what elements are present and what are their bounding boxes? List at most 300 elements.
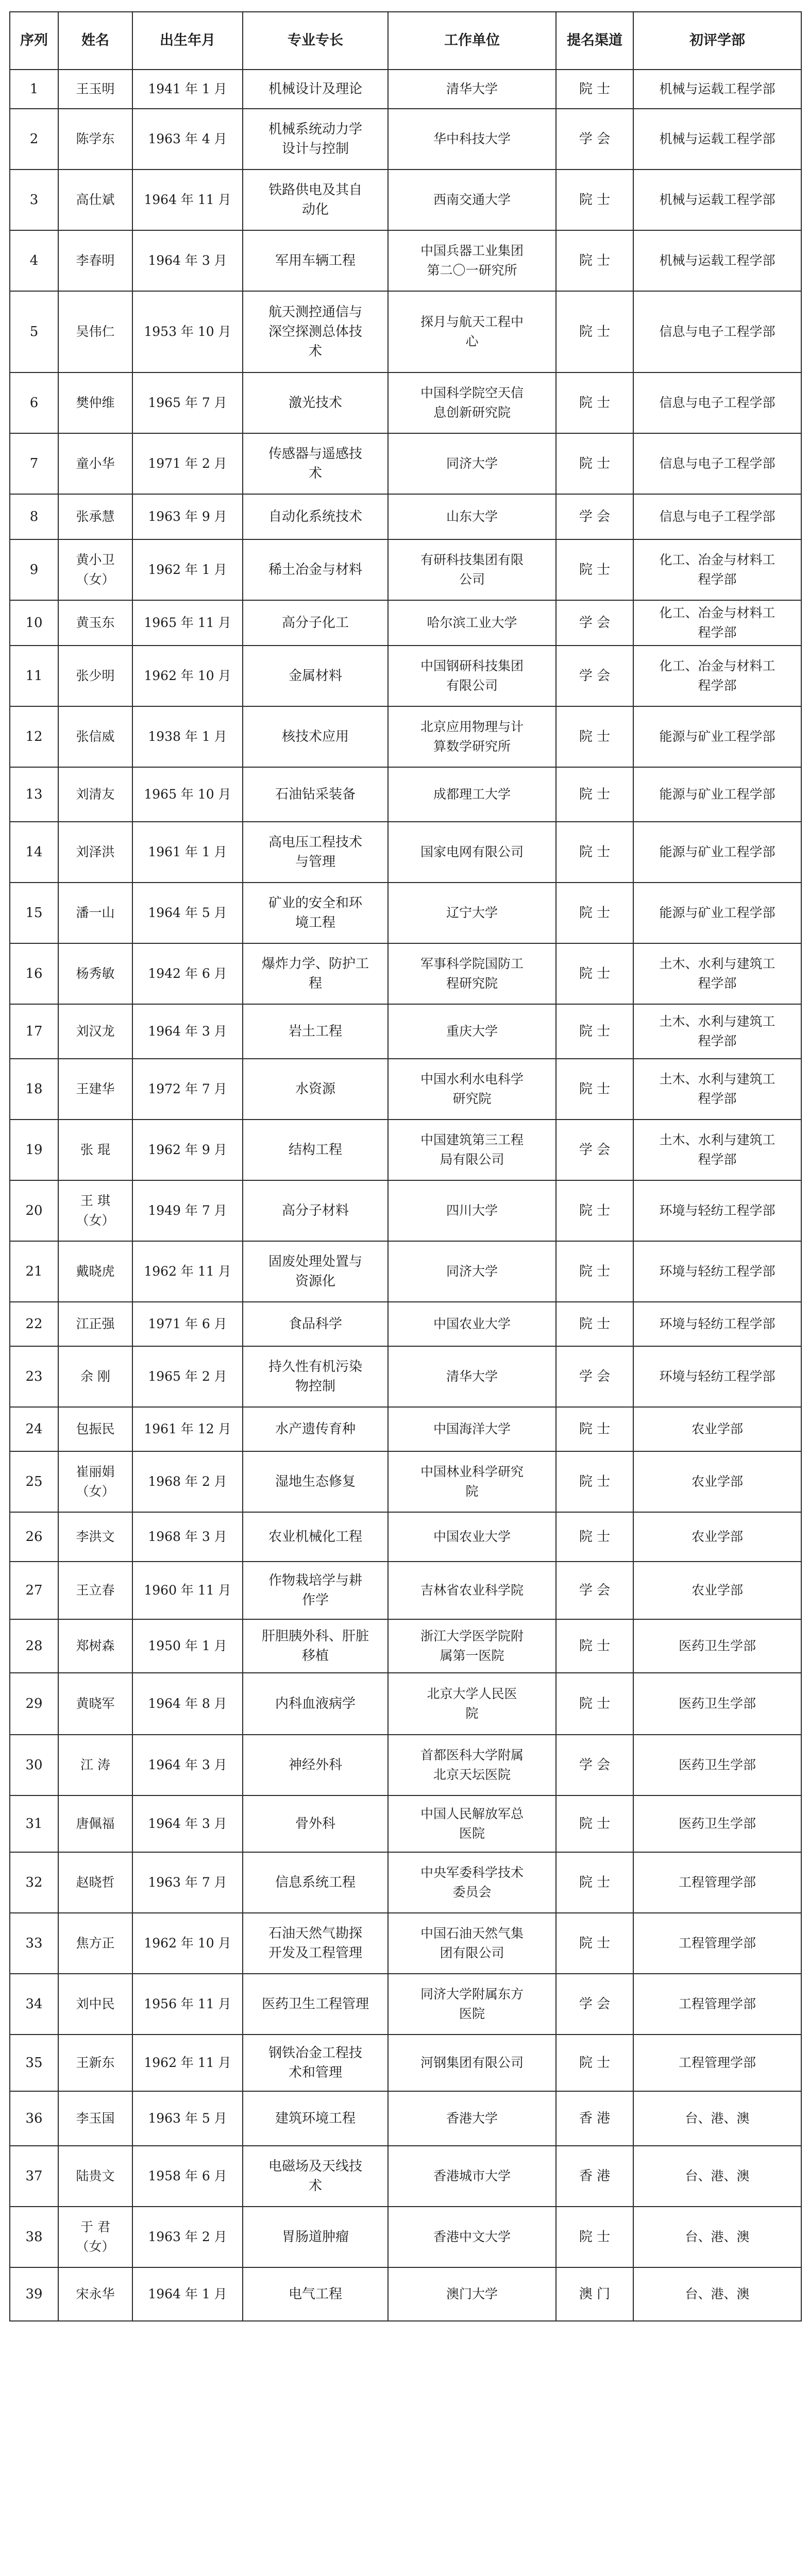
cell-major: 食品科学 xyxy=(243,1302,388,1346)
cell-no: 14 xyxy=(10,822,58,883)
cell-name: 高仕斌 xyxy=(58,170,132,230)
table-row xyxy=(10,1974,801,2035)
table-row xyxy=(10,822,801,883)
cell-birth: 1965 年 2 月 xyxy=(132,1346,243,1407)
header-row xyxy=(10,12,801,70)
cell-unit: 河钢集团有限公司 xyxy=(388,2035,556,2091)
cell-name: 刘清友 xyxy=(58,767,132,822)
cell-birth: 1963 年 2 月 xyxy=(132,2207,243,2267)
cell-dept: 农业学部 xyxy=(633,1451,801,1512)
cell-channel: 院 士 xyxy=(556,1451,633,1512)
cell-birth: 1949 年 7 月 xyxy=(132,1180,243,1241)
cell-no: 6 xyxy=(10,372,58,433)
table-row xyxy=(10,883,801,943)
header-no: 序列 xyxy=(10,12,58,70)
cell-unit: 山东大学 xyxy=(388,494,556,539)
table-row xyxy=(10,1673,801,1735)
cell-no: 23 xyxy=(10,1346,58,1407)
cell-channel: 院 士 xyxy=(556,170,633,230)
cell-no: 17 xyxy=(10,1004,58,1059)
cell-birth: 1965 年 10 月 xyxy=(132,767,243,822)
cell-unit: 军事科学院国防工 程研究院 xyxy=(388,943,556,1004)
table-row xyxy=(10,372,801,433)
table-row xyxy=(10,2267,801,2321)
cell-unit: 同济大学 xyxy=(388,1241,556,1302)
cell-unit: 清华大学 xyxy=(388,70,556,109)
table-row xyxy=(10,1302,801,1346)
cell-unit: 香港中文大学 xyxy=(388,2207,556,2267)
cell-name: 陈学东 xyxy=(58,109,132,170)
cell-channel: 院 士 xyxy=(556,1059,633,1120)
table-row xyxy=(10,1795,801,1852)
cell-major: 金属材料 xyxy=(243,646,388,706)
cell-unit: 吉林省农业科学院 xyxy=(388,1562,556,1619)
cell-birth: 1964 年 11 月 xyxy=(132,170,243,230)
cell-unit: 澳门大学 xyxy=(388,2267,556,2321)
cell-name: 童小华 xyxy=(58,433,132,494)
cell-dept: 工程管理学部 xyxy=(633,2035,801,2091)
header-channel: 提名渠道 xyxy=(556,12,633,70)
cell-name: 吴伟仁 xyxy=(58,291,132,372)
cell-unit: 辽宁大学 xyxy=(388,883,556,943)
cell-dept: 机械与运载工程学部 xyxy=(633,170,801,230)
cell-unit: 中国人民解放军总 医院 xyxy=(388,1795,556,1852)
cell-dept: 信息与电子工程学部 xyxy=(633,291,801,372)
cell-unit: 中国钢研科技集团 有限公司 xyxy=(388,646,556,706)
cell-unit: 西南交通大学 xyxy=(388,170,556,230)
cell-no: 3 xyxy=(10,170,58,230)
table-row xyxy=(10,1407,801,1451)
cell-major: 作物栽培学与耕 作学 xyxy=(243,1562,388,1619)
cell-name: 张 琨 xyxy=(58,1120,132,1180)
table-row xyxy=(10,1180,801,1241)
cell-dept: 医药卫生学部 xyxy=(633,1795,801,1852)
cell-name: 李玉国 xyxy=(58,2091,132,2146)
cell-no: 2 xyxy=(10,109,58,170)
table-row xyxy=(10,2207,801,2267)
cell-channel: 院 士 xyxy=(556,1673,633,1735)
header-name: 姓名 xyxy=(58,12,132,70)
cell-name: 包振民 xyxy=(58,1407,132,1451)
cell-channel: 院 士 xyxy=(556,1512,633,1562)
cell-no: 5 xyxy=(10,291,58,372)
cell-dept: 工程管理学部 xyxy=(633,1913,801,1974)
cell-dept: 环境与轻纺工程学部 xyxy=(633,1346,801,1407)
cell-channel: 学 会 xyxy=(556,109,633,170)
cell-name: 宋永华 xyxy=(58,2267,132,2321)
cell-no: 19 xyxy=(10,1120,58,1180)
cell-name: 王 琪 （女） xyxy=(58,1180,132,1241)
cell-major: 石油钻采装备 xyxy=(243,767,388,822)
cell-birth: 1962 年 1 月 xyxy=(132,539,243,600)
cell-unit: 哈尔滨工业大学 xyxy=(388,600,556,646)
cell-unit: 重庆大学 xyxy=(388,1004,556,1059)
cell-channel: 澳 门 xyxy=(556,2267,633,2321)
cell-unit: 中国海洋大学 xyxy=(388,1407,556,1451)
cell-dept: 工程管理学部 xyxy=(633,1974,801,2035)
cell-dept: 能源与矿业工程学部 xyxy=(633,767,801,822)
table-row xyxy=(10,646,801,706)
cell-unit: 华中科技大学 xyxy=(388,109,556,170)
cell-dept: 医药卫生学部 xyxy=(633,1673,801,1735)
header-unit: 工作单位 xyxy=(388,12,556,70)
cell-unit: 中国兵器工业集团 第二〇一研究所 xyxy=(388,230,556,291)
table-row xyxy=(10,767,801,822)
cell-name: 张信威 xyxy=(58,706,132,767)
cell-major: 军用车辆工程 xyxy=(243,230,388,291)
table-row xyxy=(10,1120,801,1180)
cell-name: 黄玉东 xyxy=(58,600,132,646)
cell-no: 33 xyxy=(10,1913,58,1974)
table-row xyxy=(10,1512,801,1562)
cell-dept: 机械与运载工程学部 xyxy=(633,109,801,170)
cell-birth: 1941 年 1 月 xyxy=(132,70,243,109)
cell-birth: 1964 年 8 月 xyxy=(132,1673,243,1735)
cell-dept: 能源与矿业工程学部 xyxy=(633,822,801,883)
cell-channel: 院 士 xyxy=(556,767,633,822)
table-row xyxy=(10,539,801,600)
cell-unit: 四川大学 xyxy=(388,1180,556,1241)
cell-no: 28 xyxy=(10,1619,58,1673)
cell-name: 唐佩福 xyxy=(58,1795,132,1852)
cell-channel: 院 士 xyxy=(556,539,633,600)
cell-channel: 院 士 xyxy=(556,2207,633,2267)
cell-unit: 中国科学院空天信 息创新研究院 xyxy=(388,372,556,433)
cell-major: 持久性有机污染 物控制 xyxy=(243,1346,388,1407)
cell-no: 8 xyxy=(10,494,58,539)
header-major: 专业专长 xyxy=(243,12,388,70)
cell-channel: 院 士 xyxy=(556,433,633,494)
cell-major: 水产遗传育种 xyxy=(243,1407,388,1451)
cell-no: 9 xyxy=(10,539,58,600)
cell-major: 传感器与遥感技 术 xyxy=(243,433,388,494)
cell-channel: 院 士 xyxy=(556,1004,633,1059)
cell-no: 13 xyxy=(10,767,58,822)
cell-no: 11 xyxy=(10,646,58,706)
cell-no: 29 xyxy=(10,1673,58,1735)
cell-major: 电气工程 xyxy=(243,2267,388,2321)
cell-no: 36 xyxy=(10,2091,58,2146)
header-dept: 初评学部 xyxy=(633,12,801,70)
cell-major: 机械设计及理论 xyxy=(243,70,388,109)
cell-no: 34 xyxy=(10,1974,58,2035)
table-row xyxy=(10,1852,801,1913)
cell-major: 电磁场及天线技 术 xyxy=(243,2146,388,2207)
cell-dept: 化工、冶金与材料工 程学部 xyxy=(633,539,801,600)
cell-no: 38 xyxy=(10,2207,58,2267)
cell-channel: 院 士 xyxy=(556,822,633,883)
cell-dept: 化工、冶金与材料工 程学部 xyxy=(633,600,801,646)
cell-unit: 同济大学 xyxy=(388,433,556,494)
cell-birth: 1956 年 11 月 xyxy=(132,1974,243,2035)
cell-major: 信息系统工程 xyxy=(243,1852,388,1913)
cell-birth: 1953 年 10 月 xyxy=(132,291,243,372)
cell-name: 黄小卫 （女） xyxy=(58,539,132,600)
cell-dept: 机械与运载工程学部 xyxy=(633,230,801,291)
cell-no: 22 xyxy=(10,1302,58,1346)
cell-major: 神经外科 xyxy=(243,1735,388,1795)
cell-birth: 1962 年 11 月 xyxy=(132,2035,243,2091)
cell-birth: 1964 年 5 月 xyxy=(132,883,243,943)
cell-channel: 学 会 xyxy=(556,646,633,706)
cell-birth: 1963 年 7 月 xyxy=(132,1852,243,1913)
cell-major: 爆炸力学、防护工 程 xyxy=(243,943,388,1004)
table-row xyxy=(10,170,801,230)
cell-unit: 北京大学人民医 院 xyxy=(388,1673,556,1735)
cell-name: 焦方正 xyxy=(58,1913,132,1974)
cell-dept: 化工、冶金与材料工 程学部 xyxy=(633,646,801,706)
cell-dept: 土木、水利与建筑工 程学部 xyxy=(633,1120,801,1180)
cell-birth: 1961 年 12 月 xyxy=(132,1407,243,1451)
cell-dept: 工程管理学部 xyxy=(633,1852,801,1913)
table-row xyxy=(10,1346,801,1407)
cell-birth: 1963 年 9 月 xyxy=(132,494,243,539)
cell-birth: 1938 年 1 月 xyxy=(132,706,243,767)
table-row xyxy=(10,291,801,372)
cell-no: 24 xyxy=(10,1407,58,1451)
table-row xyxy=(10,433,801,494)
cell-channel: 院 士 xyxy=(556,291,633,372)
nominee-table xyxy=(9,11,802,2321)
cell-birth: 1958 年 6 月 xyxy=(132,2146,243,2207)
table-row xyxy=(10,2146,801,2207)
cell-dept: 土木、水利与建筑工 程学部 xyxy=(633,943,801,1004)
cell-birth: 1964 年 3 月 xyxy=(132,1795,243,1852)
cell-major: 肝胆胰外科、肝脏 移植 xyxy=(243,1619,388,1673)
cell-major: 岩土工程 xyxy=(243,1004,388,1059)
cell-dept: 农业学部 xyxy=(633,1512,801,1562)
cell-major: 内科血液病学 xyxy=(243,1673,388,1735)
table-row xyxy=(10,230,801,291)
cell-no: 35 xyxy=(10,2035,58,2091)
cell-birth: 1964 年 3 月 xyxy=(132,1735,243,1795)
cell-major: 结构工程 xyxy=(243,1120,388,1180)
cell-name: 王建华 xyxy=(58,1059,132,1120)
cell-unit: 香港大学 xyxy=(388,2091,556,2146)
table-row xyxy=(10,1004,801,1059)
cell-dept: 信息与电子工程学部 xyxy=(633,494,801,539)
cell-name: 张少明 xyxy=(58,646,132,706)
cell-name: 杨秀敏 xyxy=(58,943,132,1004)
cell-name: 黄晓军 xyxy=(58,1673,132,1735)
table-row xyxy=(10,1241,801,1302)
cell-major: 高电压工程技术 与管理 xyxy=(243,822,388,883)
cell-major: 建筑环境工程 xyxy=(243,2091,388,2146)
cell-dept: 医药卫生学部 xyxy=(633,1619,801,1673)
cell-birth: 1971 年 2 月 xyxy=(132,433,243,494)
cell-name: 陆贵文 xyxy=(58,2146,132,2207)
cell-unit: 首都医科大学附属 北京天坛医院 xyxy=(388,1735,556,1795)
cell-name: 张承慧 xyxy=(58,494,132,539)
cell-birth: 1960 年 11 月 xyxy=(132,1562,243,1619)
cell-dept: 环境与轻纺工程学部 xyxy=(633,1241,801,1302)
cell-dept: 机械与运载工程学部 xyxy=(633,70,801,109)
cell-dept: 农业学部 xyxy=(633,1562,801,1619)
cell-channel: 院 士 xyxy=(556,70,633,109)
cell-channel: 学 会 xyxy=(556,1974,633,2035)
cell-channel: 院 士 xyxy=(556,230,633,291)
cell-major: 胃肠道肿瘤 xyxy=(243,2207,388,2267)
cell-name: 潘一山 xyxy=(58,883,132,943)
cell-channel: 学 会 xyxy=(556,1346,633,1407)
cell-major: 激光技术 xyxy=(243,372,388,433)
cell-channel: 院 士 xyxy=(556,1302,633,1346)
cell-channel: 院 士 xyxy=(556,1407,633,1451)
table-row xyxy=(10,1735,801,1795)
cell-channel: 院 士 xyxy=(556,943,633,1004)
cell-unit: 同济大学附属东方 医院 xyxy=(388,1974,556,2035)
cell-name: 崔丽娟 （女） xyxy=(58,1451,132,1512)
cell-birth: 1968 年 2 月 xyxy=(132,1451,243,1512)
cell-unit: 中国农业大学 xyxy=(388,1512,556,1562)
cell-name: 郑树森 xyxy=(58,1619,132,1673)
cell-major: 自动化系统技术 xyxy=(243,494,388,539)
cell-name: 刘泽洪 xyxy=(58,822,132,883)
cell-name: 江正强 xyxy=(58,1302,132,1346)
cell-no: 12 xyxy=(10,706,58,767)
cell-dept: 台、港、澳 xyxy=(633,2146,801,2207)
cell-name: 王玉明 xyxy=(58,70,132,109)
cell-major: 航天测控通信与 深空探测总体技 术 xyxy=(243,291,388,372)
cell-birth: 1963 年 4 月 xyxy=(132,109,243,170)
cell-dept: 台、港、澳 xyxy=(633,2207,801,2267)
cell-no: 1 xyxy=(10,70,58,109)
cell-no: 7 xyxy=(10,433,58,494)
cell-birth: 1962 年 11 月 xyxy=(132,1241,243,1302)
cell-channel: 院 士 xyxy=(556,2035,633,2091)
cell-birth: 1964 年 3 月 xyxy=(132,230,243,291)
cell-unit: 浙江大学医学院附 属第一医院 xyxy=(388,1619,556,1673)
cell-unit: 中国农业大学 xyxy=(388,1302,556,1346)
cell-no: 16 xyxy=(10,943,58,1004)
cell-major: 钢铁冶金工程技 术和管理 xyxy=(243,2035,388,2091)
cell-dept: 农业学部 xyxy=(633,1407,801,1451)
cell-major: 稀土冶金与材料 xyxy=(243,539,388,600)
cell-dept: 信息与电子工程学部 xyxy=(633,372,801,433)
cell-name: 赵晓哲 xyxy=(58,1852,132,1913)
nominee-table-sheet xyxy=(9,11,801,2321)
cell-major: 固废处理处置与 资源化 xyxy=(243,1241,388,1302)
cell-birth: 1942 年 6 月 xyxy=(132,943,243,1004)
cell-channel: 学 会 xyxy=(556,1562,633,1619)
cell-dept: 能源与矿业工程学部 xyxy=(633,706,801,767)
cell-major: 高分子材料 xyxy=(243,1180,388,1241)
cell-birth: 1964 年 3 月 xyxy=(132,1004,243,1059)
table-row xyxy=(10,2035,801,2091)
cell-no: 25 xyxy=(10,1451,58,1512)
cell-major: 湿地生态修复 xyxy=(243,1451,388,1512)
table-row xyxy=(10,494,801,539)
cell-channel: 香 港 xyxy=(556,2091,633,2146)
cell-birth: 1962 年 9 月 xyxy=(132,1120,243,1180)
cell-unit: 中国建筑第三工程 局有限公司 xyxy=(388,1120,556,1180)
cell-no: 20 xyxy=(10,1180,58,1241)
cell-major: 石油天然气勘探 开发及工程管理 xyxy=(243,1913,388,1974)
cell-unit: 探月与航天工程中 心 xyxy=(388,291,556,372)
cell-name: 李春明 xyxy=(58,230,132,291)
table-row xyxy=(10,1059,801,1120)
cell-birth: 1965 年 7 月 xyxy=(132,372,243,433)
table-row xyxy=(10,600,801,646)
cell-unit: 中国水利水电科学 研究院 xyxy=(388,1059,556,1120)
table-header xyxy=(10,12,801,70)
cell-unit: 中国林业科学研究 院 xyxy=(388,1451,556,1512)
cell-no: 10 xyxy=(10,600,58,646)
cell-birth: 1964 年 1 月 xyxy=(132,2267,243,2321)
cell-channel: 学 会 xyxy=(556,1735,633,1795)
cell-major: 农业机械化工程 xyxy=(243,1512,388,1562)
cell-dept: 环境与轻纺工程学部 xyxy=(633,1302,801,1346)
cell-birth: 1963 年 5 月 xyxy=(132,2091,243,2146)
table-row xyxy=(10,109,801,170)
table-row xyxy=(10,1562,801,1619)
cell-name: 樊仲维 xyxy=(58,372,132,433)
cell-unit: 有研科技集团有限 公司 xyxy=(388,539,556,600)
header-birth: 出生年月 xyxy=(132,12,243,70)
cell-unit: 中国石油天然气集 团有限公司 xyxy=(388,1913,556,1974)
cell-name: 王新东 xyxy=(58,2035,132,2091)
cell-channel: 院 士 xyxy=(556,883,633,943)
cell-dept: 能源与矿业工程学部 xyxy=(633,883,801,943)
cell-name: 刘中民 xyxy=(58,1974,132,2035)
cell-no: 31 xyxy=(10,1795,58,1852)
cell-dept: 土木、水利与建筑工 程学部 xyxy=(633,1004,801,1059)
cell-channel: 香 港 xyxy=(556,2146,633,2207)
cell-no: 37 xyxy=(10,2146,58,2207)
cell-channel: 院 士 xyxy=(556,1180,633,1241)
cell-dept: 台、港、澳 xyxy=(633,2091,801,2146)
cell-dept: 台、港、澳 xyxy=(633,2267,801,2321)
cell-no: 32 xyxy=(10,1852,58,1913)
cell-birth: 1968 年 3 月 xyxy=(132,1512,243,1562)
cell-channel: 院 士 xyxy=(556,372,633,433)
cell-channel: 院 士 xyxy=(556,1852,633,1913)
cell-no: 27 xyxy=(10,1562,58,1619)
cell-channel: 院 士 xyxy=(556,1619,633,1673)
table-row xyxy=(10,70,801,109)
cell-major: 高分子化工 xyxy=(243,600,388,646)
table-row xyxy=(10,1451,801,1512)
cell-channel: 院 士 xyxy=(556,1795,633,1852)
cell-birth: 1962 年 10 月 xyxy=(132,646,243,706)
cell-name: 王立春 xyxy=(58,1562,132,1619)
cell-dept: 环境与轻纺工程学部 xyxy=(633,1180,801,1241)
cell-dept: 土木、水利与建筑工 程学部 xyxy=(633,1059,801,1120)
cell-channel: 院 士 xyxy=(556,1241,633,1302)
cell-no: 18 xyxy=(10,1059,58,1120)
cell-birth: 1972 年 7 月 xyxy=(132,1059,243,1120)
cell-major: 铁路供电及其自 动化 xyxy=(243,170,388,230)
cell-name: 李洪文 xyxy=(58,1512,132,1562)
cell-name: 余 刚 xyxy=(58,1346,132,1407)
cell-unit: 中央军委科学技术 委员会 xyxy=(388,1852,556,1913)
cell-birth: 1965 年 11 月 xyxy=(132,600,243,646)
cell-no: 21 xyxy=(10,1241,58,1302)
table-row xyxy=(10,943,801,1004)
table-row xyxy=(10,2091,801,2146)
cell-major: 矿业的安全和环 境工程 xyxy=(243,883,388,943)
cell-unit: 北京应用物理与计 算数学研究所 xyxy=(388,706,556,767)
cell-name: 于 君 （女） xyxy=(58,2207,132,2267)
cell-no: 15 xyxy=(10,883,58,943)
cell-channel: 学 会 xyxy=(556,600,633,646)
cell-major: 骨外科 xyxy=(243,1795,388,1852)
table-row xyxy=(10,1619,801,1673)
cell-channel: 院 士 xyxy=(556,706,633,767)
cell-no: 4 xyxy=(10,230,58,291)
cell-unit: 清华大学 xyxy=(388,1346,556,1407)
cell-name: 江 涛 xyxy=(58,1735,132,1795)
